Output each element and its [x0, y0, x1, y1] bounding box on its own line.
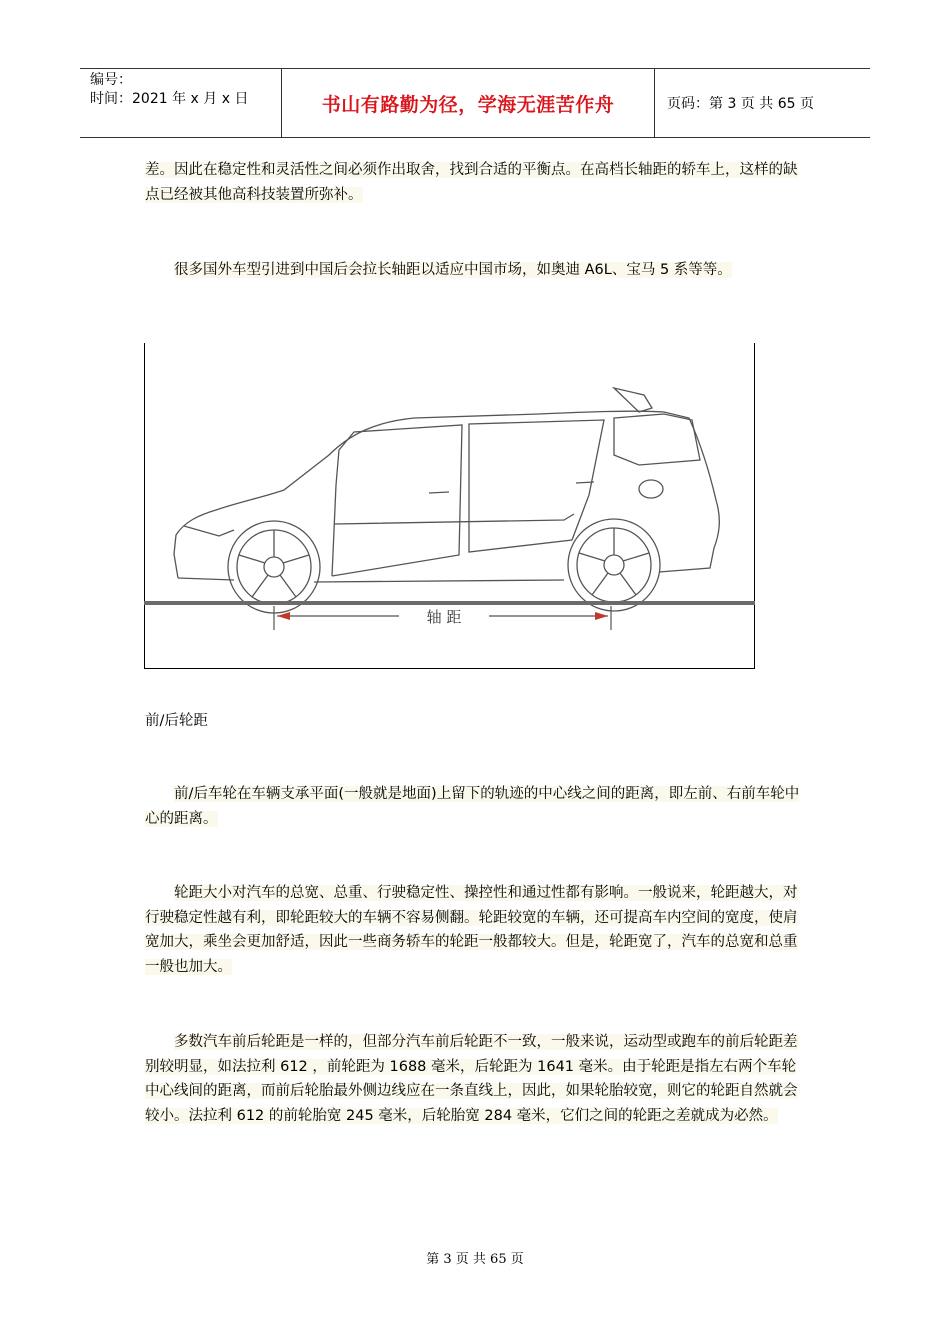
ground-line	[144, 601, 755, 605]
section-title-text: 前/后轮距	[145, 713, 208, 729]
paragraph-long-wheelbase-text: 很多国外车型引进到中国后会拉长轴距以适应中国市场，如奥迪 A6L、宝马 5 系等等。	[174, 262, 732, 278]
header-motto-cell	[282, 69, 655, 137]
paragraph-stability	[145, 158, 810, 207]
page-footer: 第 3 页 共 65 页	[426, 1252, 524, 1267]
wheelbase-figure	[144, 340, 755, 669]
wheelbase-label: 轴 距	[426, 608, 462, 626]
document-date: 时间：2021 年 x 月 x 日	[90, 91, 249, 107]
paragraph-front-rear-track-text: 多数汽车前后轮距是一样的，但部分汽车前后轮距不一致，一般来说，运动型或跑车的前后轮距差别较明显，如法拉利 612 ，前轮距为 1688 毫米，后轮距为 1641 毫米。由于轮距是指左右两个车轮中心线间的距离，而前后轮胎最外侧边线应在一条直线上，因此，如果轮胎较宽，则它的轮距自然就会较小。法拉利 612 的前轮胎宽 245 毫米，后轮胎宽 284 毫米，它们之间的轮距之差就成为必然。	[145, 1034, 798, 1124]
page-header	[80, 68, 870, 138]
paragraph-front-rear-track	[145, 1030, 810, 1128]
header-page-code: 页码：第 3 页 共 65 页	[667, 96, 814, 112]
figure-top-gap	[144, 340, 755, 343]
paragraph-track-definition	[145, 782, 810, 831]
paragraph-track-definition-text: 前/后车轮在车辆支承平面(一般就是地面)上留下的轨迹的中心线之间的距离，即左前、右前车轮中心的距离。	[145, 786, 800, 827]
document-number-label: 编号：	[90, 72, 132, 88]
header-meta	[80, 69, 282, 137]
header-motto: 书山有路勤为径，学海无涯苦作舟	[321, 93, 615, 116]
section-title-track	[145, 709, 810, 734]
car-wheelbase-diagram	[144, 340, 755, 669]
header-page-cell	[655, 69, 870, 137]
paragraph-long-wheelbase	[145, 258, 810, 283]
paragraph-track-effects-text: 轮距大小对汽车的总宽、总重、行驶稳定性、操控性和通过性都有影响。一般说来，轮距越大，对行驶稳定性越有利，即轮距较大的车辆不容易侧翻。轮距较宽的车辆，还可提高车内空间的宽度，使肩宽加大，乘坐会更加舒适，因此一些商务轿车的轮距一般都较大。但是，轮距宽了，汽车的总宽和总重一般也加大。	[145, 885, 798, 975]
paragraph-stability-text: 差。因此在稳定性和灵活性之间必须作出取舍，找到合适的平衡点。在高档长轴距的轿车上，这样的缺点已经被其他高科技装置所弥补。	[145, 162, 798, 203]
paragraph-track-effects	[145, 881, 810, 979]
